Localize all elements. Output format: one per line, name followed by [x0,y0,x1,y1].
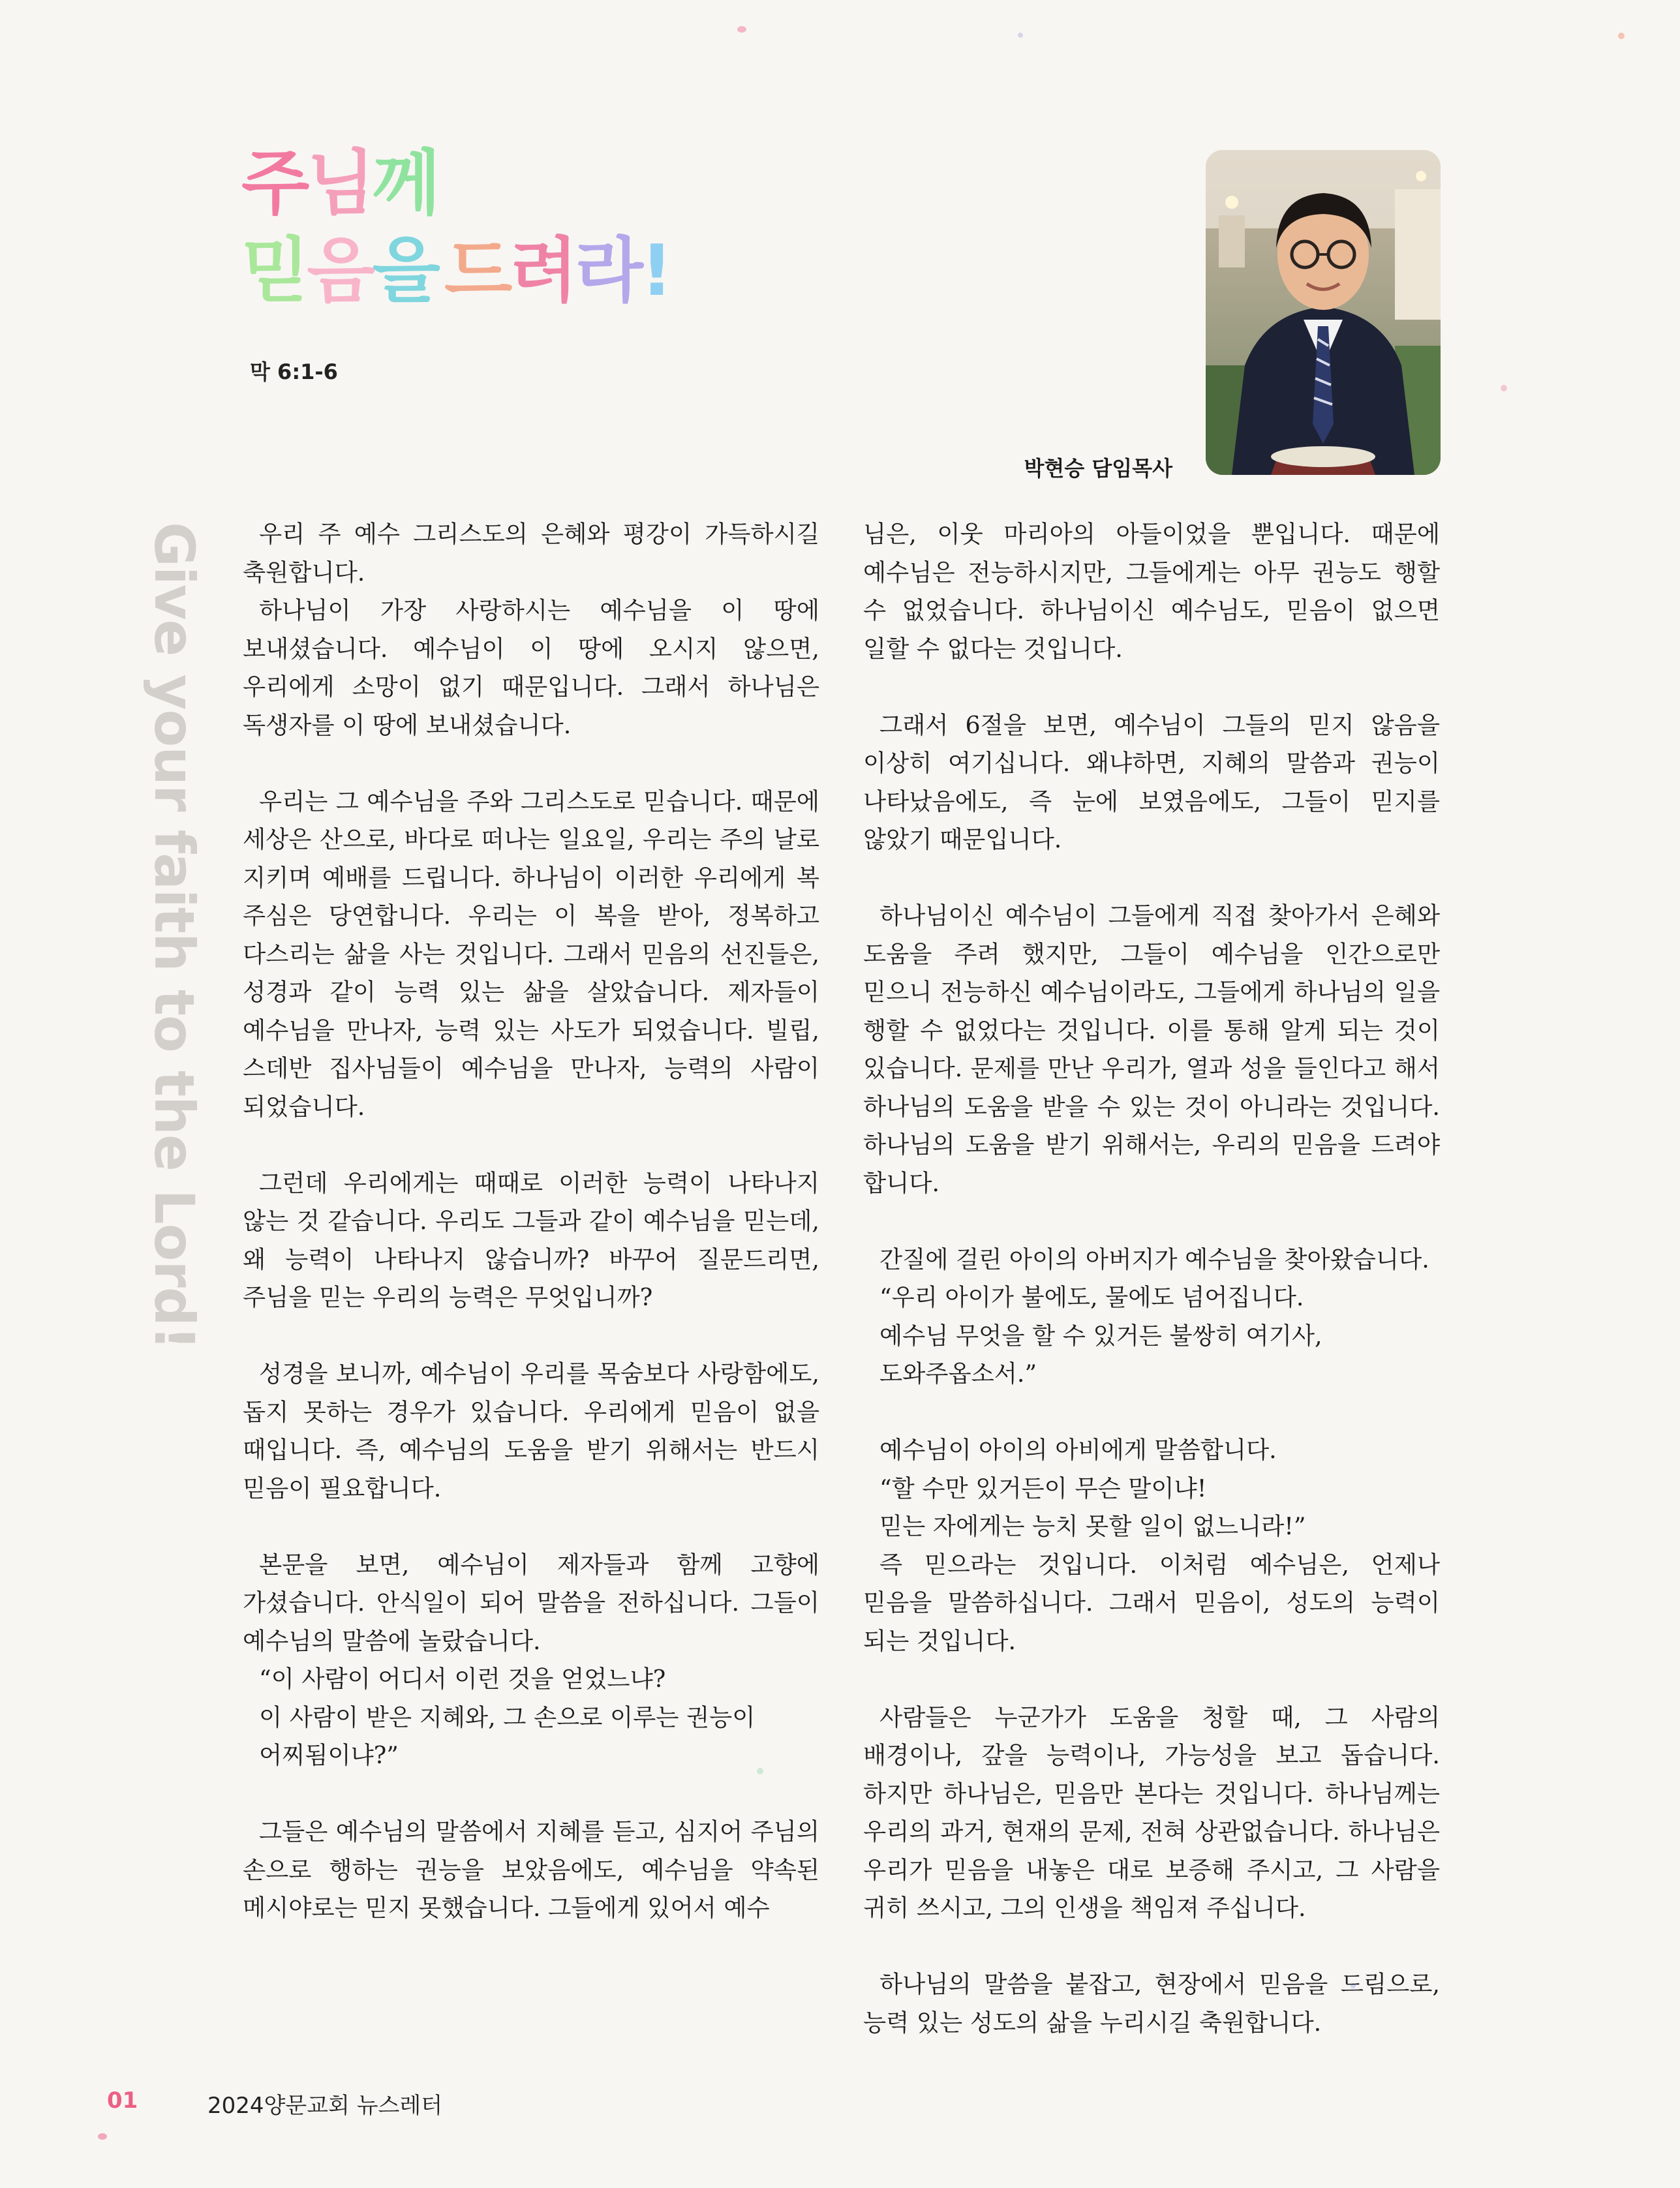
article-paragraph: 하나님이 가장 사랑하시는 예수님을 이 땅에 보내셨습니다. 예수님이 이 땅에 오시지 않으면, 우리에게 소망이 없기 때문입니다. 그래서 하나님은 독생자를 이 땅에 보내셨습니다. [243,596,819,739]
article-paragraph: 성경을 보니까, 예수님이 우리를 목숨보다 사랑함에도, 돕지 못하는 경우가 있습니다. 우리에게 믿음이 없을 때입니다. 즉, 예수님의 도움을 받기 위해서는 반드시 믿음이 필요합니다. [243,1360,819,1502]
quote-line: 예수님이 아이의 아비에게 말씀합니다. [879,1436,1277,1464]
quote-line: “할 수만 있거든이 무슨 말이냐! [879,1474,1207,1502]
quote-line: “우리 아이가 불에도, 물에도 넘어집니다. [879,1283,1304,1311]
article-column-right [863,515,1440,2042]
title-char: 려 [510,230,575,312]
article-column-left [243,515,819,1928]
article-paragraph: 하나님의 말씀을 붙잡고, 현장에서 믿음을 드림으로, 능력 있는 성도의 삶을 누리시길 축원합니다. [863,1970,1440,2037]
paper-speck [737,26,746,33]
paper-speck [1618,33,1625,39]
title-char: 드 [444,230,510,312]
article-paragraph: 그런데 우리에게는 때때로 이러한 능력이 나타나지 않는 것 같습니다. 우리도 그들과 같이 예수님을 믿는데, 왜 능력이 나타나지 않습니까? 바꾸어 질문드리면, 주님을 믿는 우리의 능력은 무엇입니까? [243,1168,819,1311]
pastor-photo [1206,150,1441,475]
title-char: 님 [307,143,373,224]
article-paragraph: 우리는 그 예수님을 주와 그리스도로 믿습니다. 때문에 세상은 산으로, 바다로 떠나는 일요일, 우리는 주의 날로 지키며 예배를 드립니다. 하나님이 이러한 우리에게 복 주심은 당연합니다. 우리는 이 복을 받아, 정복하고 다스리는 삶을 사는 것입니다. 그래서 믿음의 선진들은, 성경과 같이 능력 있는 삶을 살았습니다. 제자들이 예수님을 만나자, 능력 있는 사도가 되었습니다. 빌립, 스데반 집사님들이 예수님을 만나자, 능력의 사람이 되었습니다. [243,787,819,1121]
quote-line: 믿는 자에게는 능치 못할 일이 없느니라!” [879,1512,1306,1540]
article-paragraph: 본문을 보면, 예수님이 제자들과 함께 고향에 가셨습니다. 안식일이 되어 말씀을 전하십니다. 그들이 예수님의 말씀에 놀랐습니다. [243,1550,819,1655]
scripture-reference: 막 6:1-6 [250,359,338,384]
title-char: 라 [575,230,641,312]
article-paragraph: 우리 주 예수 그리스도의 은혜와 평강이 가득하시길 축원합니다. [243,520,819,586]
title-char: 께 [372,143,438,224]
title-char: 믿 [241,230,307,312]
title-char [438,236,444,307]
quote-line: 이 사람이 받은 지혜와, 그 손으로 이루는 권능이 [259,1703,756,1731]
page-number: 01 [107,2088,138,2114]
article-paragraph: 그래서 6절을 보면, 예수님이 그들의 믿지 않음을 이상히 여기십니다. 왜냐하면, 지혜의 말씀과 권능이 나타났음에도, 즉 눈에 보였음에도, 그들이 믿지를 않았기 때문입니다. [863,710,1440,853]
title-line-1 [241,143,438,224]
quote-line: 도와주옵소서.” [879,1360,1037,1388]
paper-speck [1501,385,1507,391]
quote-line: 예수님 무엇을 할 수 있거든 불쌍히 여기사, [879,1321,1322,1350]
title-char: 주 [241,143,307,224]
article-paragraph: 사람들은 누군가가 도움을 청할 때, 그 사람의 배경이나, 갚을 능력이나, 가능성을 보고 돕습니다. 하지만 하나님은, 믿음만 본다는 것입니다. 하나님께는 우리의 과거, 현재의 문제, 전혀 상관없습니다. 하나님은 우리가 믿음을 내놓은 대로 보증해 주시고, 그 사람을 귀히 쓰시고, 그의 인생을 책임져 주십니다. [863,1703,1440,1922]
quote-line: 간질에 걸린 아이의 아버지가 예수님을 찾아왔습니다. [879,1245,1429,1273]
title-char: 음 [307,230,373,312]
side-caption: Give your faith to the Lord! [142,522,206,1350]
publication-title: 2024양문교회 뉴스레터 [207,2093,443,2119]
article-paragraph: 그들은 예수님의 말씀에서 지혜를 듣고, 심지어 주님의 손으로 행하는 권능을 보았음에도, 예수님을 약속된 메시야로는 믿지 못했습니다. 그들에게 있어서 예수 [243,1817,819,1922]
article-paragraph: 님은, 이웃 마리아의 아들이었을 뿐입니다. 때문에 예수님은 전능하시지만, 그들에게는 아무 권능도 행할 수 없었습니다. 하나님이신 예수님도, 믿음이 없으면 일할 수 없다는 것입니다. [863,520,1440,663]
article-paragraph: 즉 믿으라는 것입니다. 이처럼 예수님은, 언제나 믿음을 말씀하십니다. 그래서 믿음이, 성도의 능력이 되는 것입니다. [863,1550,1440,1655]
title-char: 을 [372,230,438,312]
article-paragraph: 하나님이신 예수님이 그들에게 직접 찾아가서 은혜와 도움을 주려 했지만, 그들이 예수님을 인간으로만 믿으니 전능하신 예수님이라도, 그들에게 하나님의 일을 행할 수 없었다는 것입니다. 이를 통해 알게 되는 것이 있습니다. 문제를 만난 우리가, 열과 성을 들인다고 해서 하나님의 도움을 받을 수 있는 것이 아니라는 것입니다. 하나님의 도움을 받기 위해서는, 우리의 믿음을 드려야 합니다. [863,902,1440,1197]
title-line-2 [241,230,671,312]
quote-line: “이 사람이 어디서 이런 것을 얻었느냐? [259,1665,666,1693]
quote-line: 어찌됨이냐?” [259,1741,399,1769]
pastor-name: 박현승 담임목사 [1024,456,1172,481]
paper-speck [1018,33,1023,38]
pastor-portrait-icon [1206,150,1441,475]
title-char: ! [640,230,671,312]
paper-speck [98,2133,107,2140]
